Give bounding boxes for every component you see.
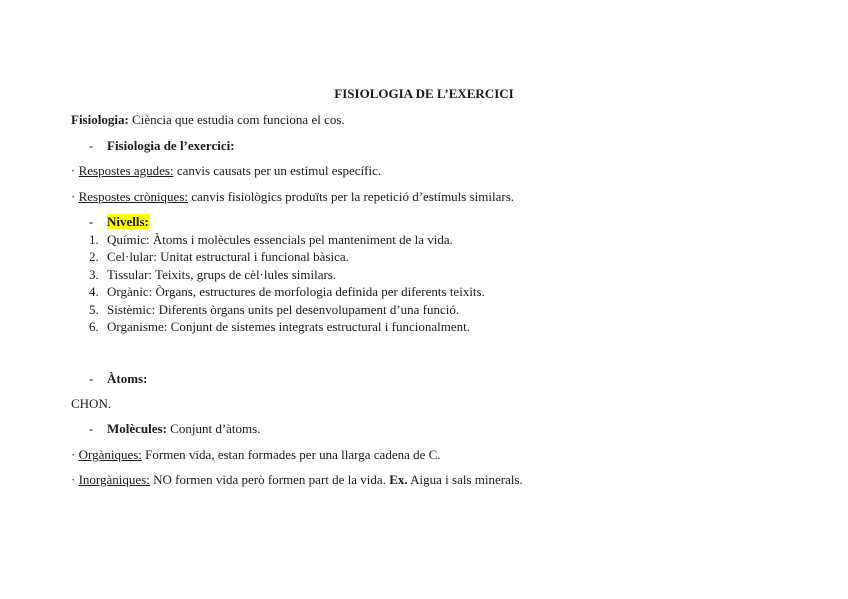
nivells-heading xyxy=(89,214,149,230)
inorganiques-text: NO formen vida però formen part de la vida. xyxy=(149,472,390,487)
list-dash: - xyxy=(89,214,94,229)
fisiologia-term: Fisiologia: xyxy=(71,112,129,127)
list-item-number: 2. xyxy=(89,249,99,264)
exercici-heading-text: Fisiologia de l’exercici: xyxy=(107,138,235,153)
respostes-agudes-term: Respostes agudes: xyxy=(78,163,174,178)
respostes-agudes-line xyxy=(71,163,381,179)
nivells-heading-text: Nivells: xyxy=(107,214,149,229)
list-item-text: Cel·lular: Unitat estructural i funcional bàsica. xyxy=(107,249,349,264)
bullet-dot: · xyxy=(71,447,79,462)
list-item-number: 1. xyxy=(89,232,99,247)
bullet-dot: · xyxy=(71,163,79,178)
page-title: FISIOLOGIA DE L’EXERCICI xyxy=(334,86,514,101)
fisiologia-text: Ciència que estudia com funciona el cos. xyxy=(128,112,345,127)
inorganiques-term: Inorgàniques: xyxy=(78,472,150,487)
list-item xyxy=(89,232,453,248)
example-text: Aigua i sals minerals. xyxy=(407,472,523,487)
molecules-text: Conjunt d’àtoms. xyxy=(166,421,261,436)
list-item-number: 5. xyxy=(89,302,99,317)
bullet-dot: · xyxy=(71,472,79,487)
atoms-text: CHON. xyxy=(71,396,112,411)
organiques-text: Formen vida, estan formades per una llarga cadena de C. xyxy=(141,447,441,462)
list-item-text: Tissular: Teixits, grups de cèl·lules similars. xyxy=(107,267,337,282)
molecules-heading xyxy=(89,421,260,437)
inorganiques-line xyxy=(71,472,523,488)
list-dash: - xyxy=(89,138,94,153)
section-exercici-heading xyxy=(89,138,235,154)
respostes-croniques-text: canvis fisiològics produïts per la repetició d’estímuls similars. xyxy=(188,189,515,204)
organiques-line xyxy=(71,447,441,463)
list-item-text: Químic: Àtoms i molècules essencials pel manteniment de la vida. xyxy=(107,232,453,247)
list-item-number: 3. xyxy=(89,267,99,282)
atoms-heading xyxy=(89,371,147,387)
list-item xyxy=(89,249,349,265)
example-label: Ex. xyxy=(389,472,408,487)
list-item-text: Orgànic: Òrgans, estructures de morfologia definida per diferents teixits. xyxy=(107,284,485,299)
list-item-number: 4. xyxy=(89,284,99,299)
fisiologia-definition xyxy=(71,112,345,128)
list-item xyxy=(89,267,336,283)
list-item xyxy=(89,302,459,318)
list-item-number: 6. xyxy=(89,319,99,334)
list-item-text: Organisme: Conjunt de sistemes integrats estructural i funcionalment. xyxy=(107,319,470,334)
atoms-heading-text: Àtoms: xyxy=(107,371,148,386)
molecules-heading-text: Molècules: xyxy=(107,421,167,436)
list-dash: - xyxy=(89,371,94,386)
list-item-text: Sistèmic: Diferents òrgans units pel desenvolupament d’una funció. xyxy=(107,302,460,317)
bullet-dot: · xyxy=(71,189,79,204)
respostes-agudes-text: canvis causats per un estímul específic. xyxy=(173,163,382,178)
list-item xyxy=(89,284,485,300)
list-dash: - xyxy=(89,421,94,436)
respostes-croniques-line xyxy=(71,189,514,205)
respostes-croniques-term: Respostes cròniques: xyxy=(78,189,188,204)
organiques-term: Orgàniques: xyxy=(78,447,142,462)
list-item xyxy=(89,319,470,335)
